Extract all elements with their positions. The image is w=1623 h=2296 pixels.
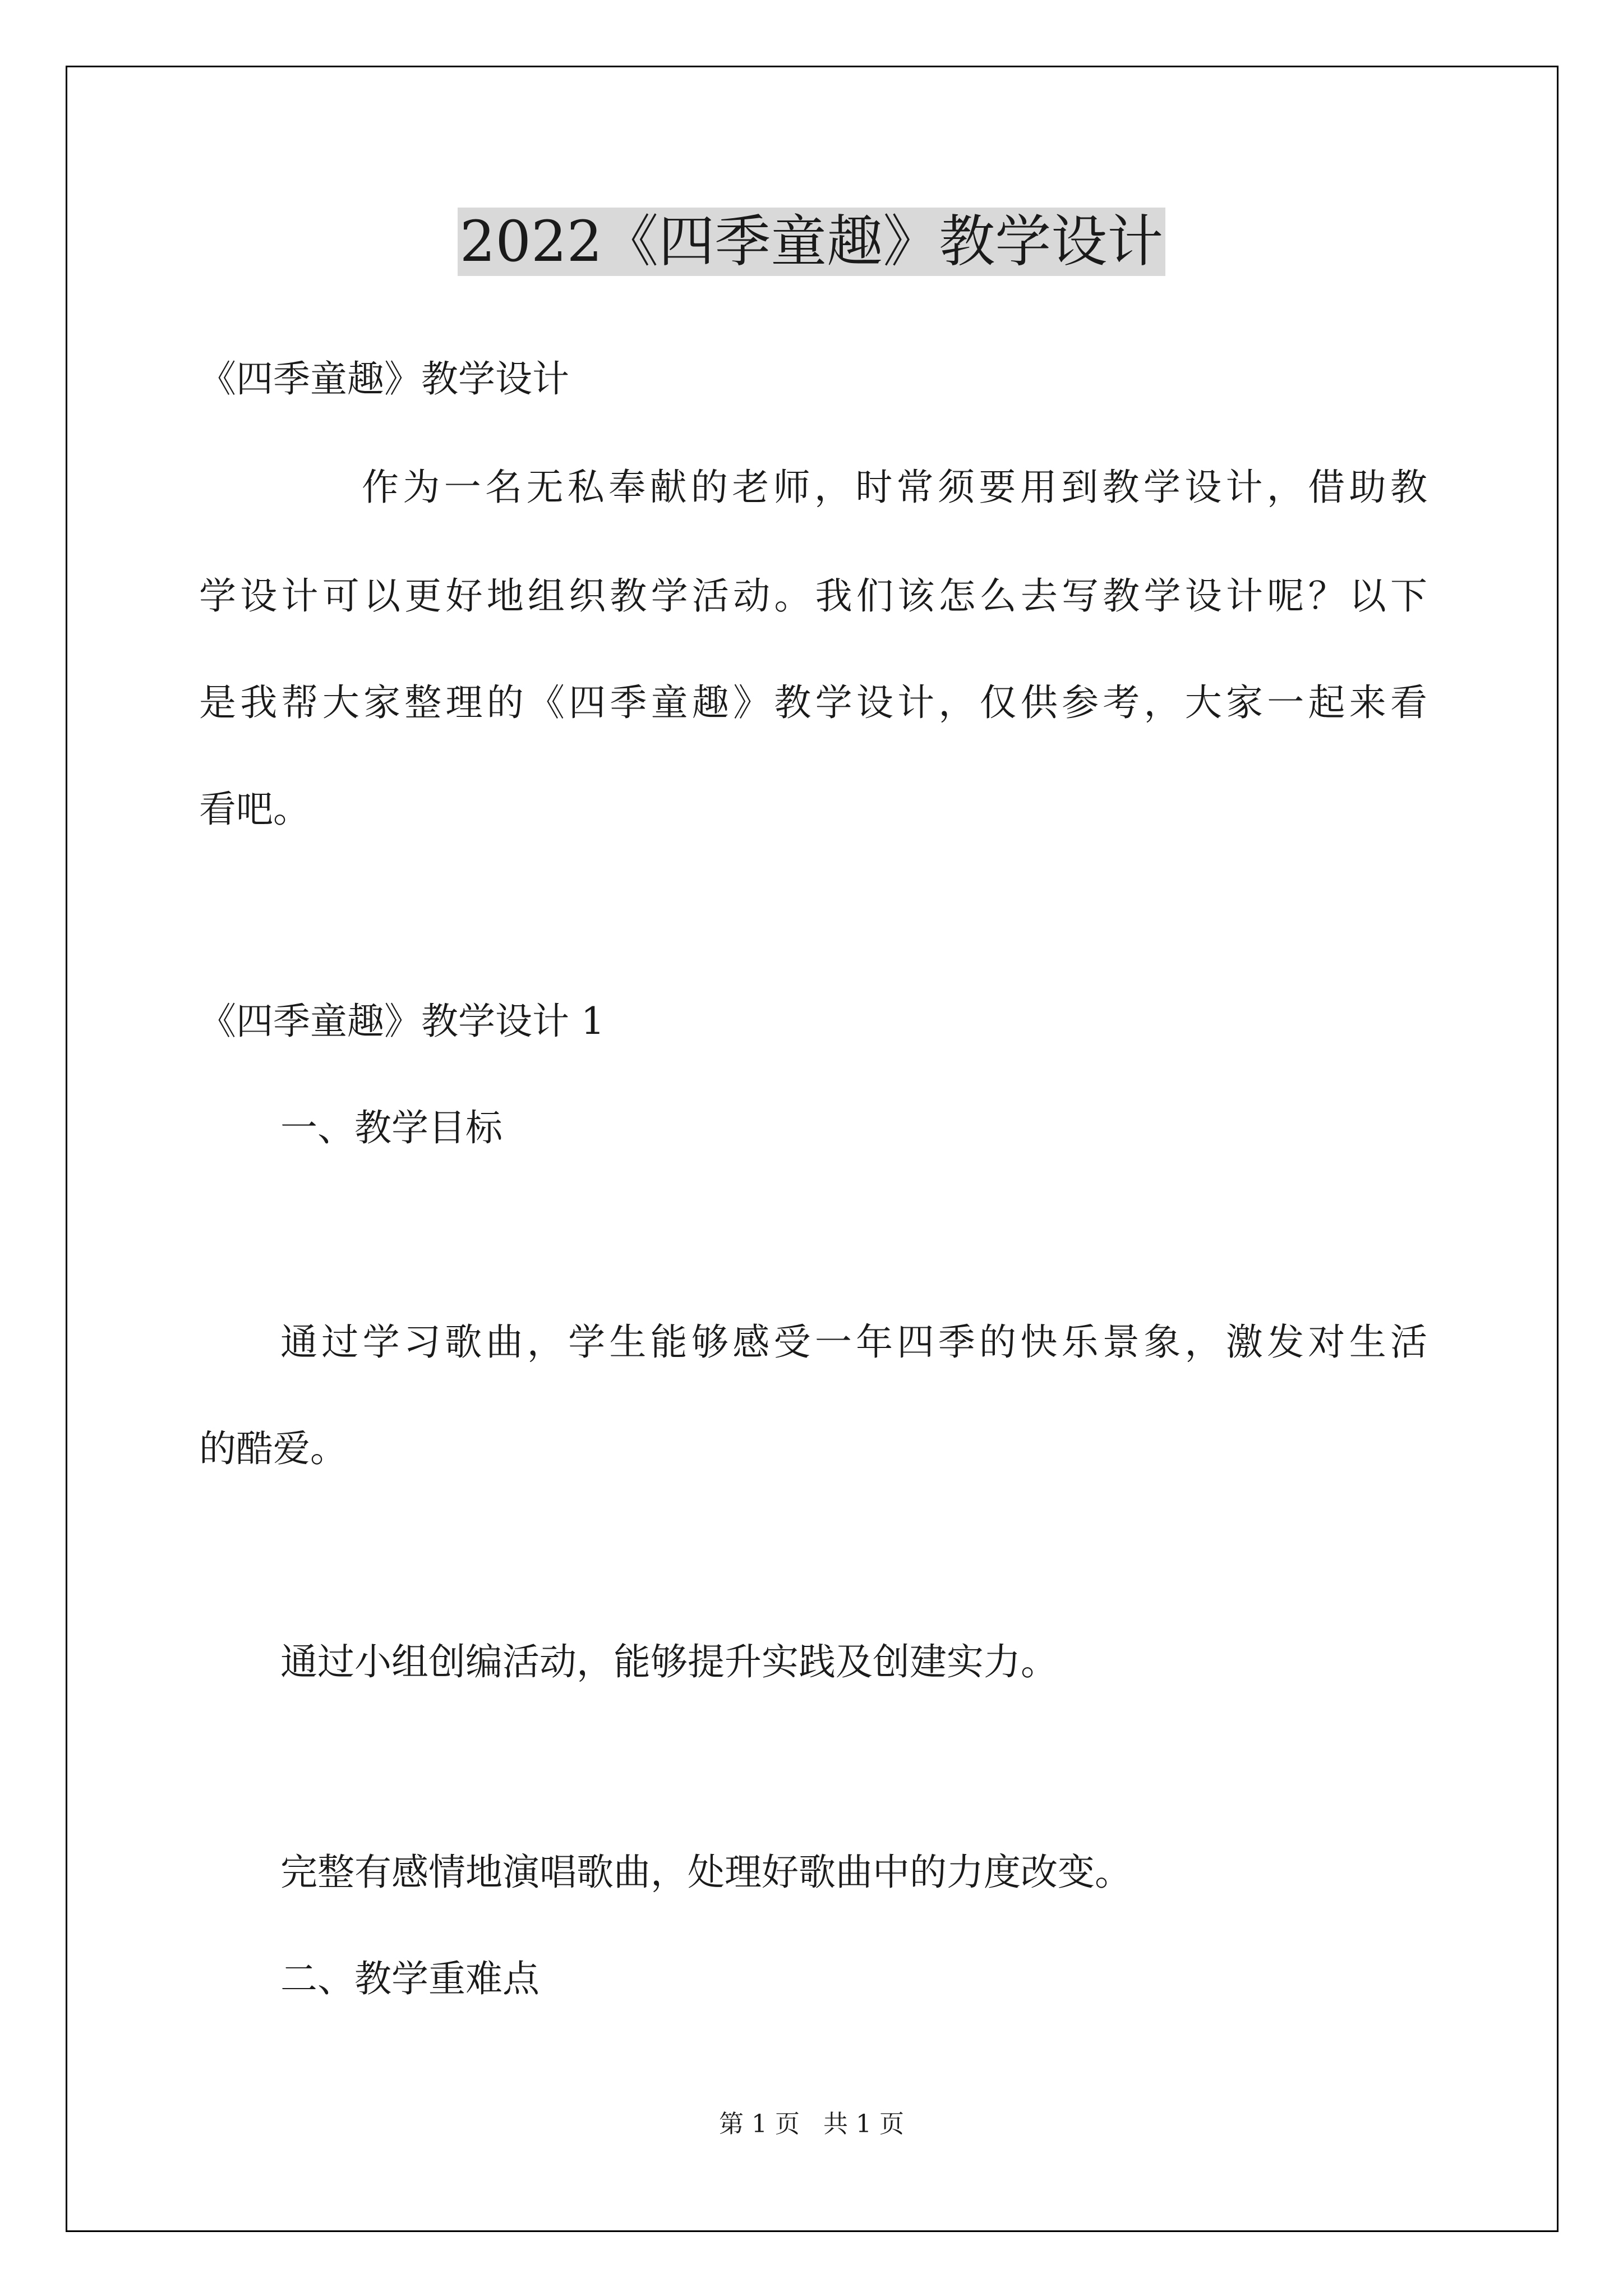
goal-1-line-1: 通过学习歌曲，学生能够感受一年四季的快乐景象，激发对生活	[280, 1320, 1427, 1364]
goal-2: 通过小组创编活动，能够提升实践及创建实力。	[280, 1640, 1058, 1683]
goal-1-line-2: 的酷爱。	[199, 1427, 347, 1470]
title-container	[0, 208, 1623, 276]
page-total: 共 1 页	[823, 2110, 904, 2138]
document-subtitle: 《四季童趣》教学设计	[199, 357, 569, 401]
section-heading: 《四季童趣》教学设计 1	[199, 1000, 605, 1043]
page-footer	[0, 2112, 1623, 2137]
intro-line-3: 是我帮大家整理的《四季童趣》教学设计，仅供参考，大家一起来看	[199, 681, 1427, 724]
difficulty-heading: 二、教学重难点	[280, 1957, 540, 2000]
goals-heading: 一、教学目标	[280, 1106, 502, 1149]
footer-gap	[800, 2110, 823, 2138]
document-title: 2022《四季童趣》教学设计	[458, 208, 1166, 276]
intro-line-4: 看吧。	[199, 788, 310, 831]
intro-line-2: 学设计可以更好地组织教学活动。我们该怎么去写教学设计呢？以下	[199, 574, 1427, 618]
page-number: 第 1 页	[719, 2110, 800, 2138]
goal-3: 完整有感情地演唱歌曲，处理好歌曲中的力度改变。	[280, 1851, 1132, 1894]
intro-line-1: 作为一名无私奉献的老师，时常须要用到教学设计，借助教	[362, 466, 1427, 509]
